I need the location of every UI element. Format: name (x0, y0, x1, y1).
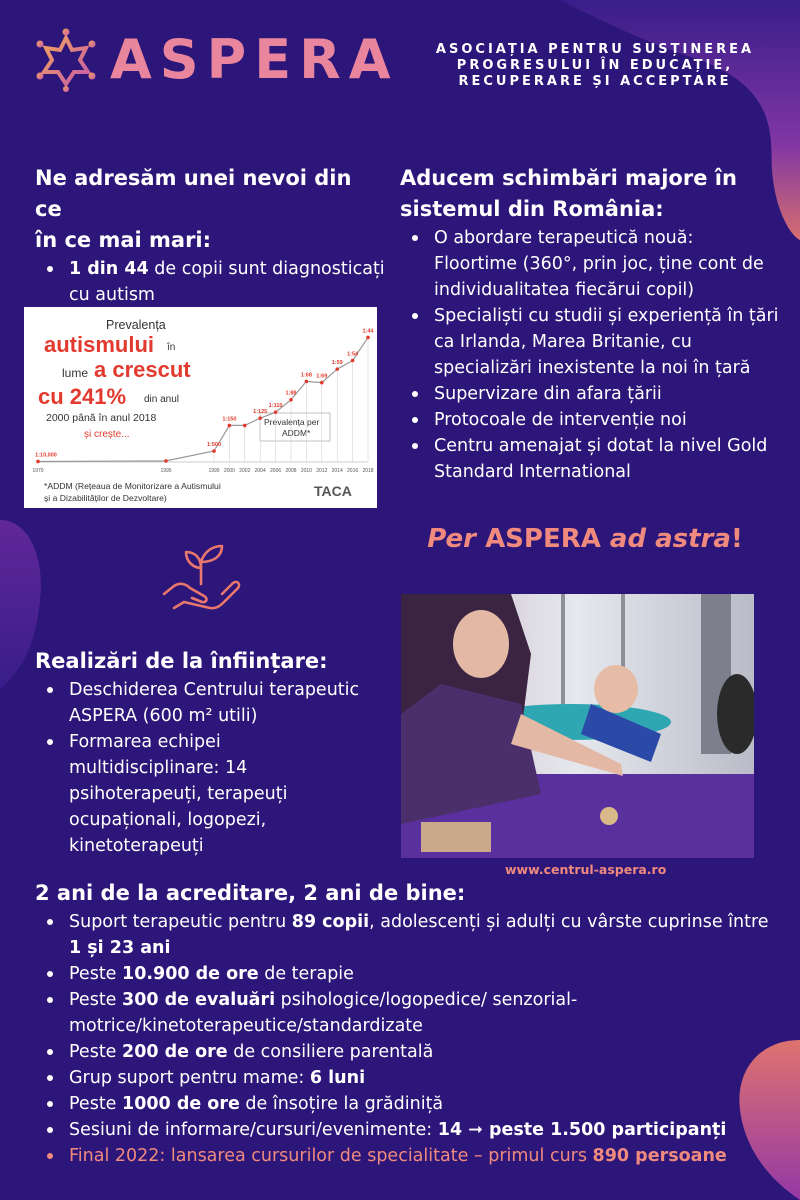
therapy-photo (401, 594, 754, 858)
chart-point (212, 449, 216, 453)
taca-logo: TACA (314, 483, 352, 499)
achievements-section (35, 646, 385, 859)
tagline-line: RECUPERARE ȘI ACCEPTARE (458, 74, 732, 89)
chart-legend: ADDM* (282, 428, 311, 438)
item-text: de copii sunt diagnosticați cu autism (69, 259, 385, 305)
tagline-line: PROGRESULUI ÎN EDUCAȚIE, (456, 58, 734, 73)
star-logo-icon (34, 28, 98, 92)
need-title-line: Ne adresăm unei nevoi din ce (35, 166, 352, 221)
logo (34, 28, 399, 92)
list-item: O abordare terapeutică nouă: Floortime (360°, prin joc, ține cont de individualitatea fiecărui copil) (400, 225, 780, 303)
therapy-photo-illustration (401, 594, 754, 858)
website-link[interactable]: www.centrul-aspera.ro (505, 862, 667, 877)
chart-data-label: 1:68 (300, 372, 312, 379)
chart-point (228, 424, 232, 428)
chart-data-label: 1:88 (285, 390, 297, 397)
chart-title-line: Prevalența (106, 318, 166, 332)
item-bold: 6 luni (309, 1068, 366, 1088)
chart-tick-label: 2014 (331, 468, 343, 474)
chart-legend: Prevalența per (264, 417, 320, 427)
changes-section (400, 163, 780, 485)
tagline (420, 42, 770, 90)
chart-point (164, 459, 168, 463)
accreditation-section (35, 878, 780, 1169)
chart-title-big: autismului (44, 332, 155, 357)
item-bold: 300 de evaluări (122, 990, 276, 1010)
item-text: de consiliere parentală (227, 1042, 434, 1062)
chart-point (289, 398, 293, 402)
item-text: Peste (69, 990, 123, 1010)
achievements-title: Realizări de la înființare: (35, 649, 328, 673)
item-text: Peste (69, 1094, 123, 1114)
item-text: Peste (69, 964, 123, 984)
chart-tick-label: 1995 (160, 468, 172, 474)
list-item (35, 1065, 780, 1091)
list-item: Supervizare din afara țării (400, 381, 780, 407)
list-item (35, 256, 385, 308)
chart-title-din: din anul (144, 394, 180, 405)
list-item: Centru amenajat și dotat la nivel Gold Standard International (400, 433, 780, 485)
item-bold: 1 și 23 ani (69, 938, 171, 958)
chart-point (243, 424, 247, 428)
list-item (35, 961, 780, 987)
chart-data-label: 1:69 (316, 373, 328, 380)
list-item (35, 909, 780, 961)
item-bold: 89 copii (291, 912, 370, 932)
list-item: Specialiști cu studii și experiență în țări ca Irlanda, Marea Britanie, cu specializări inexistente la noi în țară (400, 303, 780, 381)
motto-part: ! (730, 524, 743, 554)
item-bold: 10.900 de ore (122, 964, 259, 984)
need-title-line: în ce mai mari: (35, 228, 212, 252)
item-text: Final 2022: lansarea cursurilor de specialitate – primul curs (69, 1146, 593, 1166)
item-text: Suport terapeutic pentru (69, 912, 292, 932)
tagline-line: ASOCIAȚIA PENTRU SUSȚINEREA (435, 42, 755, 57)
chart-svg (24, 307, 377, 508)
changes-title (400, 163, 780, 225)
chart-tick-label: 1970 (32, 468, 44, 474)
item-text: de terapie (258, 964, 354, 984)
item-bold: 890 persoane (592, 1146, 727, 1166)
chart-title-span: 2000 până în anul 2018 (46, 412, 157, 424)
item-bold: 1 din 44 (69, 259, 149, 279)
chart-data-label: 1:125 (253, 409, 268, 416)
chart-tick-label: 2004 (254, 468, 266, 474)
chart-data-label: 1:10,000 (35, 452, 57, 459)
chart-footnote: și a Dizabilităților de Dezvoltare) (44, 493, 167, 503)
chart-title-crescut: a crescut (94, 357, 191, 382)
chart-data-label: 1:59 (331, 360, 343, 367)
accreditation-title: 2 ani de la acreditare, 2 ani de bine: (35, 881, 466, 905)
chart-tick-label: 2000 (223, 468, 235, 474)
changes-title-line: Aducem schimbări majore în (400, 166, 737, 190)
chart-footnote: *ADDM (Rețeaua de Monitorizare a Autismului (44, 481, 221, 491)
need-section (35, 163, 385, 308)
list-item: Protocoale de intervenție noi (400, 407, 780, 433)
list-item (35, 1039, 780, 1065)
chart-tick-label: 2008 (285, 468, 297, 474)
list-item (35, 1091, 780, 1117)
list-item-highlight (35, 1143, 780, 1169)
motto-part: ad astra (600, 524, 731, 554)
list-item: Formarea echipei multidisciplinare: 14 psihoterapeuți, terapeuți ocupaționali, logopezi, kinetoterapeuți (35, 729, 385, 859)
chart-tick-label: 2002 (239, 468, 251, 474)
chart-title-lume: lume (62, 366, 89, 380)
chart-tick-label: 1999 (208, 468, 220, 474)
chart-data-label: 1:110 (268, 403, 283, 410)
item-text: psihologice/logopedice/ senzorial-motrice/kinetoterapeutice/standardizate (69, 990, 578, 1036)
chart-data-label: 1:150 (222, 416, 237, 423)
motto-part: ASPERA (485, 524, 601, 554)
item-text: de însoțire la grădiniță (239, 1094, 444, 1114)
prevalence-chart (24, 307, 377, 508)
chart-point (36, 460, 40, 464)
item-text: Sesiuni de informare/cursuri/evenimente: (69, 1120, 438, 1140)
chart-tick-label: 2010 (300, 468, 312, 474)
chart-point (305, 380, 309, 384)
chart-point (274, 410, 278, 414)
chart-tick-label: 2012 (316, 468, 328, 474)
chart-data-label: 1:54 (347, 351, 359, 358)
logo-text: ASPERA (110, 28, 399, 91)
item-text: Peste (69, 1042, 123, 1062)
list-item (35, 1117, 780, 1143)
chart-title-in: în (167, 342, 176, 353)
chart-data-label: 1:500 (206, 442, 222, 449)
chart-data-label: 1:44 (362, 328, 374, 335)
list-item (35, 987, 780, 1039)
list-item: Deschiderea Centrului terapeutic ASPERA (600 m² utili) (35, 677, 385, 729)
item-bold: 200 de ore (122, 1042, 228, 1062)
chart-point (366, 336, 370, 340)
item-text: , adolescenți și adulți cu vârste cuprinse între (369, 912, 769, 932)
chart-point (335, 367, 339, 371)
motto-part: Per (427, 524, 486, 554)
item-bold: 1000 de ore (122, 1094, 240, 1114)
motto (400, 524, 770, 554)
need-title (35, 163, 385, 256)
chart-tick-label: 2006 (270, 468, 282, 474)
chart-point (320, 381, 324, 385)
item-text: Grup suport pentru mame: (69, 1068, 310, 1088)
chart-tick-label: 2016 (347, 468, 359, 474)
chart-point (258, 416, 262, 420)
changes-title-line: sistemul din România: (400, 197, 664, 221)
chart-point (351, 359, 355, 363)
chart-title-cont: și crește... (84, 429, 130, 440)
item-bold: 14 ➞ peste 1.500 participanți (437, 1120, 727, 1140)
chart-title-pct: cu 241% (38, 384, 127, 409)
plant-hands-icon (160, 540, 242, 616)
chart-tick-label: 2018 (362, 468, 374, 474)
